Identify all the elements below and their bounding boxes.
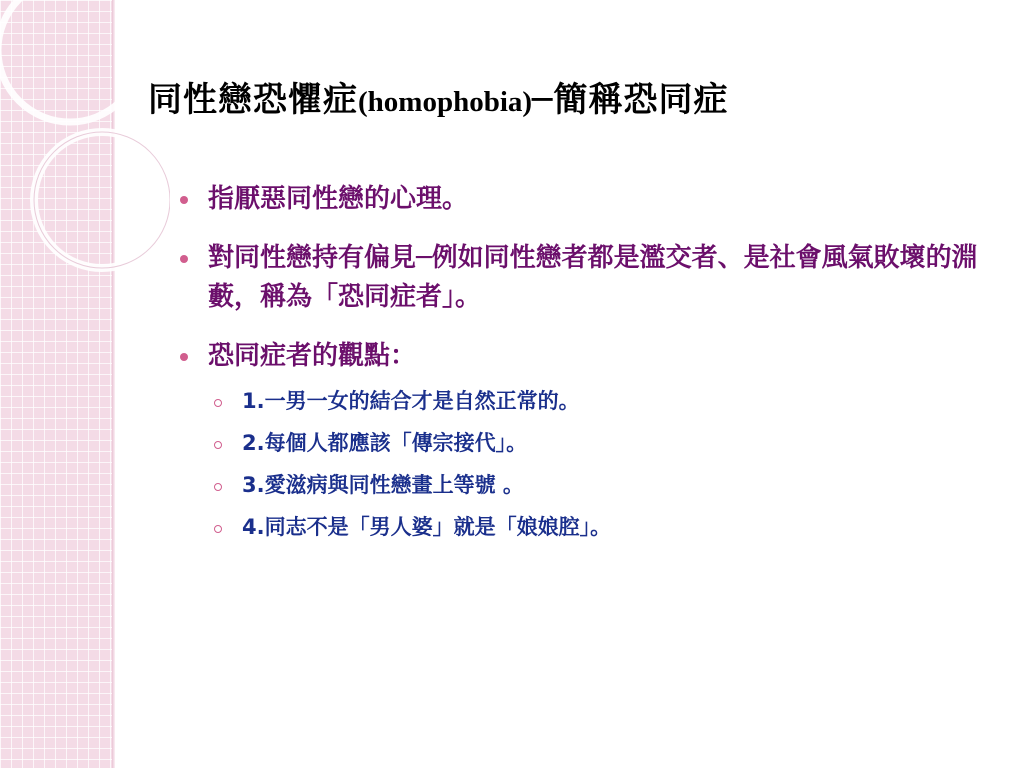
- ring-bullet-icon: [214, 399, 222, 407]
- decorative-rings: [0, 0, 170, 280]
- ring-bullet-icon: [214, 483, 222, 491]
- slide-title: [148, 72, 1008, 121]
- ring-bullet-icon: [214, 525, 222, 533]
- bullet-dot-icon: [180, 196, 188, 204]
- sub-bullet-item: [178, 470, 978, 501]
- sub-bullet-text: 4.同志不是「男人婆」就是「娘娘腔」。: [242, 515, 612, 539]
- slide-content: [178, 180, 978, 554]
- title-latin: (homophobia): [358, 86, 533, 118]
- bullet-item: [178, 180, 978, 219]
- sub-bullet-item: [178, 386, 978, 417]
- bullet-text: 對同性戀持有偏見─例如同性戀者都是濫交者、是社會風氣敗壞的淵藪，稱為「恐同症者」。: [208, 243, 978, 312]
- title-chinese-main: 同性戀恐懼症: [148, 80, 358, 120]
- sub-bullet-item: [178, 512, 978, 543]
- bullet-item: [178, 337, 978, 376]
- bullet-text: 指厭惡同性戀的心理。: [208, 184, 469, 214]
- ring-bullet-icon: [214, 441, 222, 449]
- bullet-text: 恐同症者的觀點：: [208, 341, 417, 371]
- sub-bullet-item: [178, 428, 978, 459]
- title-chinese-abbrev: ─簡稱恐同症: [532, 80, 729, 120]
- sub-bullet-text: 3.愛滋病與同性戀畫上等號 。: [242, 473, 524, 497]
- sub-bullet-text: 2.每個人都應該「傳宗接代」。: [242, 431, 528, 455]
- sub-bullet-text: 1.一男一女的結合才是自然正常的。: [242, 389, 580, 413]
- bullet-dot-icon: [180, 353, 188, 361]
- bullet-dot-icon: [180, 255, 188, 263]
- bullet-item: [178, 239, 978, 317]
